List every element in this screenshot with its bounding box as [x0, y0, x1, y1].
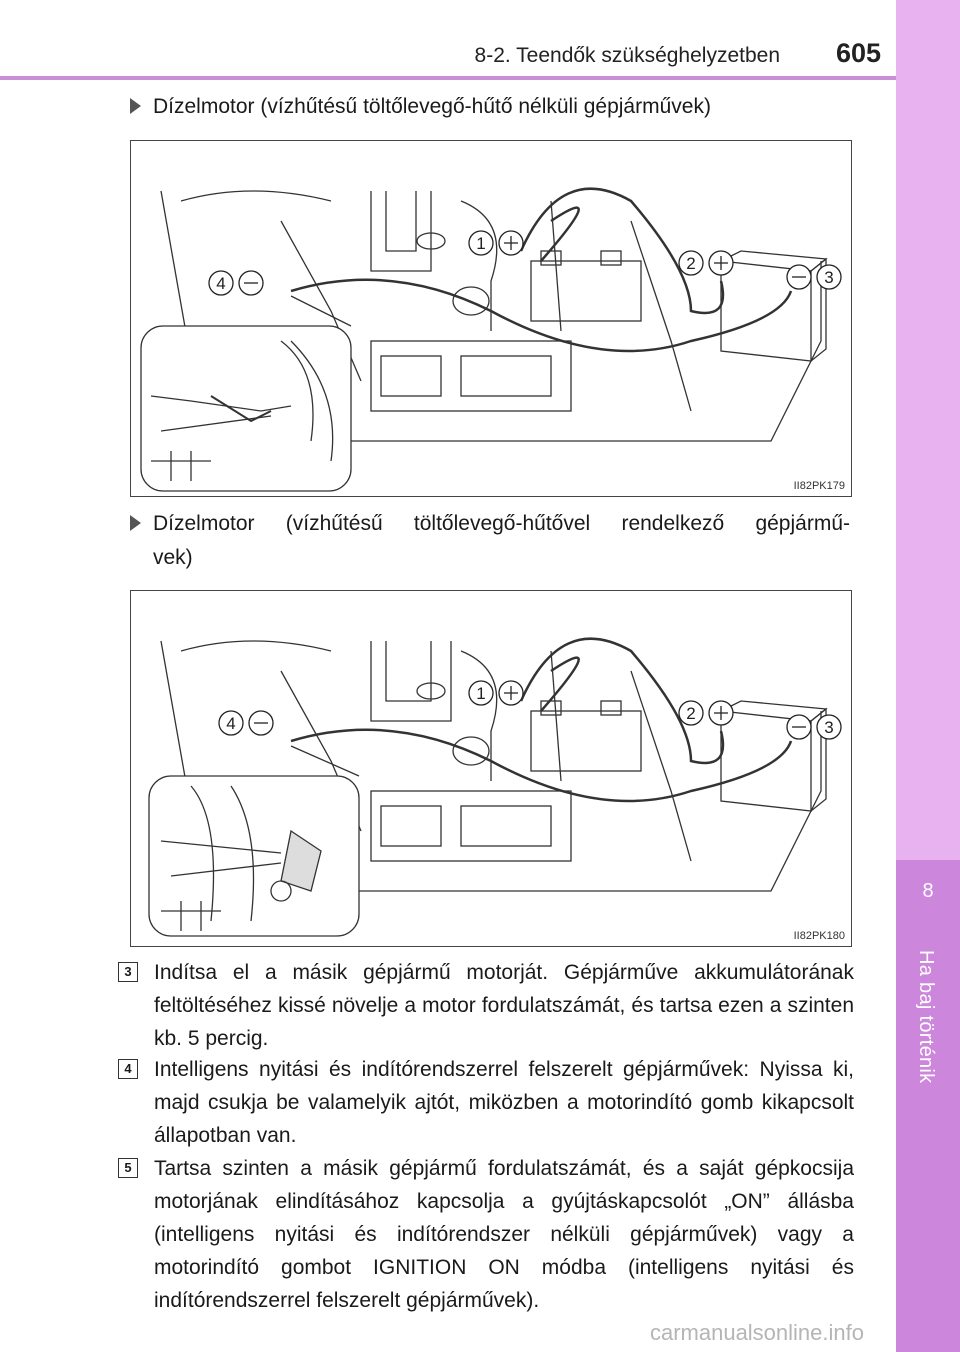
bullet-triangle-icon — [130, 98, 141, 114]
step-5-text: Tartsa szinten a másik gépjármű fordulatszámát, és a saját gépkocsija motorjának elindításához kapcsolja a gyújtáskapcsolót „ON” állásba (intelligens nyitási és indítórendszer nélküli gépjárművek) vagy a motorindító gombot IGNITION ON módba (intelligens nyitási és indítórendszerrel felszerelt gépjárművek). — [154, 1157, 854, 1312]
callout-label-2: 2 — [686, 254, 696, 273]
bullet-triangle-icon — [130, 515, 141, 531]
engine-bay-illustration-1 — [131, 141, 851, 496]
figure-2-caption-line-2: vek) — [153, 546, 193, 569]
figure-1-code: II82PK179 — [793, 480, 845, 492]
section-title: 8-2. Teendők szükséghelyzetben — [474, 44, 780, 67]
chapter-title: Ha baj történik — [915, 950, 937, 1084]
step-3-text: Indítsa el a másik gépjármű motorját. Gépjárműve akkumulátorának feltöltéséhez kissé növelje a motor fordulatszámát, és tartsa ezen a szinten kb. 5 percig. — [154, 961, 854, 1050]
chapter-number: 8 — [922, 880, 934, 902]
callout-label-4: 4 — [226, 714, 236, 733]
figure-1-caption — [130, 90, 711, 124]
figure-2-jump-start-diagram — [130, 590, 852, 947]
callout-label-4: 4 — [216, 274, 226, 293]
callout-label-1: 1 — [476, 234, 486, 253]
step-number-5: 5 — [118, 1158, 138, 1178]
side-tab-top — [896, 0, 960, 860]
side-tab-chapter — [896, 860, 960, 1352]
engine-bay-illustration-2 — [131, 591, 851, 946]
step-3 — [118, 956, 854, 1055]
callout-label-2: 2 — [686, 704, 696, 723]
header-rule — [0, 76, 896, 80]
step-4-text: Intelligens nyitási és indítórendszerrel felszerelt gépjárművek: Nyissa ki, majd csukja be valamelyik ajtót, miközben a motorindító gomb kikapcsolt állapotban van. — [154, 1058, 854, 1147]
figure-2-caption — [130, 507, 850, 575]
callout-label-1: 1 — [476, 684, 486, 703]
figure-1-caption-text: Dízelmotor (vízhűtésű töltőlevegő-hűtő nélküli gépjárművek) — [153, 95, 711, 118]
watermark: carmanualsonline.info — [649, 1320, 864, 1345]
step-5 — [118, 1152, 854, 1317]
page-number: 605 — [836, 38, 882, 68]
callout-label-3: 3 — [824, 718, 834, 737]
figure-2-caption-line-1: Dízelmotor (vízhűtésű töltőlevegő-hűtővel rendelkező gépjármű- — [153, 512, 850, 535]
step-4 — [118, 1053, 854, 1152]
figure-2-code: II82PK180 — [793, 930, 845, 942]
step-number-4: 4 — [118, 1059, 138, 1079]
figure-1-jump-start-diagram — [130, 140, 852, 497]
callout-label-3: 3 — [824, 268, 834, 287]
step-number-3: 3 — [118, 962, 138, 982]
